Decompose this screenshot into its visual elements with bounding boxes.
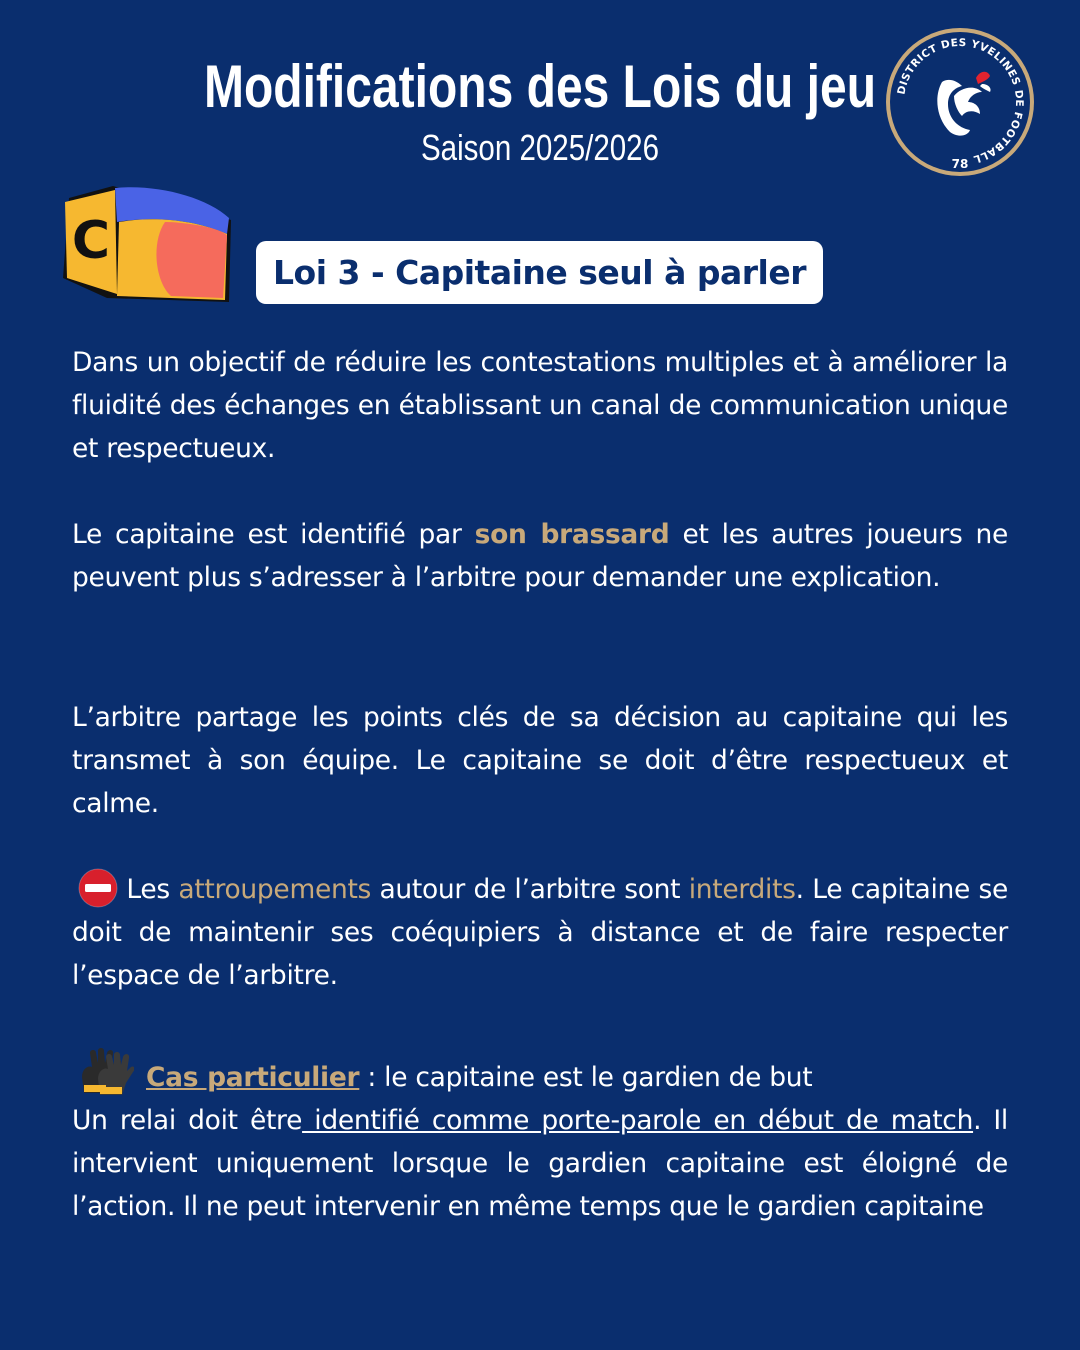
goalkeeper-gloves-icon bbox=[78, 1059, 134, 1099]
highlight-cas-particulier: Cas particulier bbox=[146, 1062, 360, 1093]
paragraph-special-case bbox=[72, 1056, 1008, 1228]
underline-porte-parole: identifié comme porte-parole en début de match bbox=[302, 1105, 974, 1136]
page-subtitle: Saison 2025/2026 bbox=[420, 127, 660, 168]
district-logo bbox=[884, 26, 1036, 178]
paragraph-referee: L’arbitre partage les points clés de sa décision au capitaine qui les transmet à son équipe. Le capitaine se doit d’être respectueux et calme. bbox=[72, 702, 1008, 819]
paragraph-armband bbox=[72, 513, 1008, 599]
page-title: Modifications des Lois du jeu bbox=[203, 53, 877, 120]
paragraph-gatherings-text-1: Les bbox=[118, 874, 179, 905]
armband-letter: C bbox=[71, 211, 111, 271]
paragraph-armband-text-2: et les autres joueurs ne peuvent plus s’adresser à l’arbitre pour demander une explication. bbox=[72, 519, 1009, 593]
no-entry-icon bbox=[78, 874, 118, 908]
highlight-attroupements: attroupements bbox=[178, 874, 372, 905]
paragraph-gatherings-text-3: . Le capitaine se doit de maintenir ses coéquipiers à distance et de faire respecter l’espace de l’arbitre. bbox=[72, 874, 1008, 991]
paragraph-gatherings-text-2: autour de l’arbitre sont bbox=[371, 874, 689, 905]
paragraph-armband-text-1: Le capitaine est identifié par bbox=[72, 519, 475, 550]
highlight-interdits: interdits bbox=[688, 874, 796, 905]
captain-armband-icon bbox=[55, 182, 235, 307]
logo-number: 78 bbox=[951, 157, 969, 171]
paragraph-special-case-text-2: Un relai doit être bbox=[72, 1105, 303, 1136]
paragraph-gatherings bbox=[72, 868, 1008, 997]
logo-ring-text: DISTRICT DES YVELINES DE FOOTBALL bbox=[895, 36, 1026, 166]
law-title: Loi 3 - Capitaine seul à parler bbox=[256, 241, 823, 304]
paragraph-special-case-text-1: : le capitaine est le gardien de but bbox=[359, 1062, 813, 1093]
highlight-brassard: son brassard bbox=[474, 519, 670, 550]
paragraph-objective: Dans un objectif de réduire les contestations multiples et à améliorer la fluidité des échanges en établissant un canal de communication unique et respectueux. bbox=[72, 347, 1008, 464]
paragraph-special-case-text-3: . Il intervient uniquement lorsque le gardien capitaine est éloigné de l’action. Il ne peut intervenir en même temps que le gardien capitaine bbox=[72, 1105, 1008, 1222]
